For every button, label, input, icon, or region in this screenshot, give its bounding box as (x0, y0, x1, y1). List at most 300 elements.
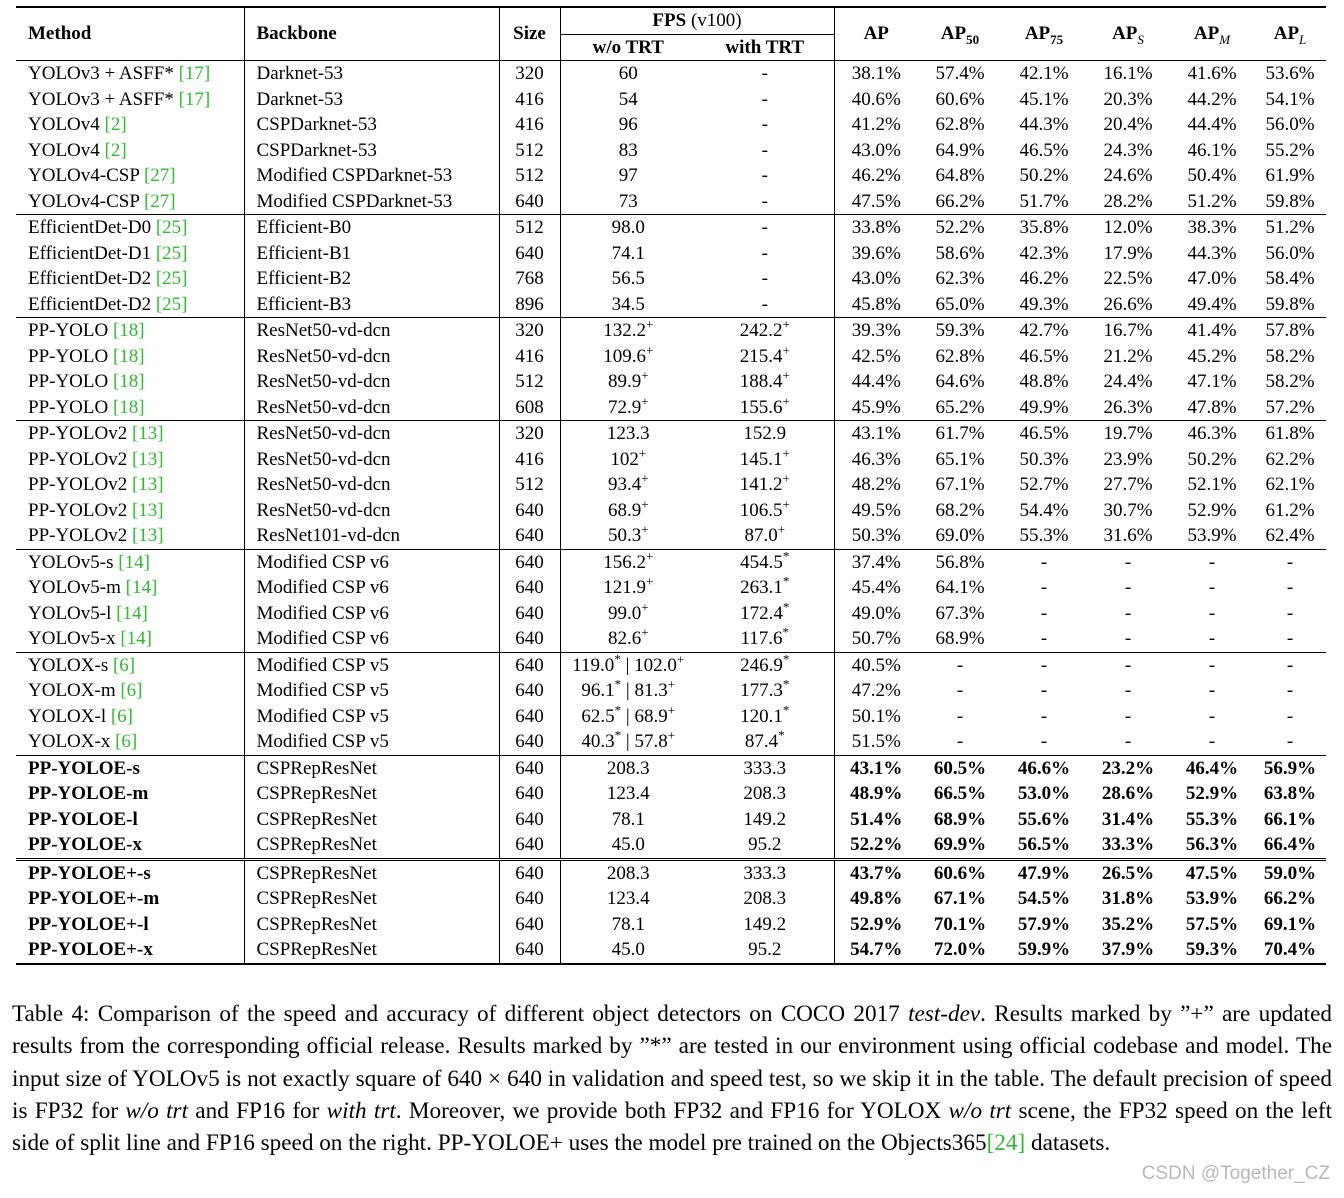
cell-method (16, 318, 244, 344)
cell-ap75 (1002, 601, 1086, 627)
cell-apl (1254, 189, 1326, 215)
cell-size (499, 832, 560, 859)
fps-mark: + (641, 496, 649, 512)
backbone-name: ResNet50-vd-dcn (256, 371, 391, 392)
ap-value: 46.5% (1019, 139, 1069, 161)
fps-value: 208.3 (606, 862, 650, 884)
cell-size (499, 318, 560, 344)
method-reference[interactable]: [2] (104, 139, 127, 161)
header-fps-note: (v100) (690, 10, 742, 31)
ap-value: 43.0% (851, 268, 901, 289)
trt-mark: + (782, 342, 790, 358)
cell-fps-with-trt (696, 652, 834, 678)
method-reference[interactable]: [17] (178, 63, 211, 84)
cell-apm (1170, 189, 1254, 215)
cell-fps-without-trt (560, 704, 696, 730)
method-reference[interactable]: [13] (131, 423, 164, 444)
size-value: 640 (515, 862, 544, 884)
header-apm-sub: M (1219, 32, 1231, 48)
cell-apm (1170, 832, 1254, 859)
cell-method (16, 447, 244, 473)
method-name: PP-YOLOE-x (28, 834, 142, 855)
ap-value: 55.2% (1265, 139, 1315, 161)
method-reference[interactable]: [27] (143, 165, 176, 186)
fps-value: 60 (618, 63, 638, 84)
cell-size (499, 292, 560, 318)
method-reference[interactable]: [2] (104, 114, 127, 135)
backbone-name: Efficient-B0 (256, 217, 352, 238)
ap-value: 59.0% (1263, 862, 1317, 884)
cell-method (16, 189, 244, 215)
method-reference[interactable]: [18] (112, 345, 145, 367)
cell-apl (1254, 523, 1326, 549)
cell-ap50 (918, 87, 1002, 113)
header-ap50-sub: 50 (966, 32, 980, 48)
method-name: PP-YOLOv2 (28, 499, 132, 521)
ap-value: 42.5% (851, 345, 901, 367)
cell-fps-with-trt (696, 395, 834, 421)
cell-size (499, 859, 560, 886)
cell-apl (1254, 912, 1326, 938)
cell-fps-without-trt (560, 832, 696, 859)
cell-method (16, 912, 244, 938)
backbone-name: CSPRepResNet (256, 862, 377, 884)
method-reference[interactable]: [25] (155, 217, 188, 238)
fps-value: 82.6 (607, 628, 642, 649)
trt-value: 242.2 (739, 320, 783, 341)
cell-ap (834, 859, 918, 886)
method-reference[interactable]: [27] (143, 190, 176, 212)
ap-value: 48.8% (1019, 371, 1069, 392)
fps-value: 98.0 (611, 217, 645, 238)
method-name: YOLOX-s (28, 654, 113, 676)
cell-ap50 (918, 937, 1002, 964)
backbone-name: Efficient-B1 (256, 242, 352, 264)
ap-value: - (1286, 680, 1294, 701)
ap-value: 47.9% (1017, 862, 1071, 884)
cell-method (16, 729, 244, 755)
trt-value: 149.2 (743, 808, 787, 830)
cell-aps (1086, 472, 1170, 498)
table-row (16, 266, 1326, 292)
ap-value: 52.9% (850, 913, 903, 935)
ap-value: 24.6% (1103, 165, 1153, 186)
cell-ap50 (918, 112, 1002, 138)
fps-value: 96.1 (581, 680, 615, 701)
method-reference[interactable]: [18] (112, 371, 145, 392)
method-name: PP-YOLOE+-m (28, 888, 160, 909)
method-reference[interactable]: [18] (112, 396, 145, 418)
fps-value: 78.1 (611, 913, 645, 935)
cell-ap50 (918, 575, 1002, 601)
cell-ap50 (918, 601, 1002, 627)
cell-method (16, 163, 244, 189)
ap-value: 12.0% (1103, 217, 1153, 238)
cell-aps (1086, 344, 1170, 370)
cell-size (499, 575, 560, 601)
method-name: YOLOX-m (28, 680, 121, 701)
fps-value: 96 (618, 114, 638, 135)
cell-aps (1086, 395, 1170, 421)
ap-value: 44.3% (1187, 242, 1237, 264)
method-reference[interactable]: [13] (131, 448, 164, 470)
ap-value: 53.6% (1265, 63, 1315, 84)
trt-value: 95.2 (748, 834, 782, 855)
cell-ap75 (1002, 626, 1086, 652)
ap-value: 43.1% (851, 423, 901, 444)
cell-aps (1086, 807, 1170, 833)
ap-value: 59.9% (1017, 939, 1071, 960)
cell-ap (834, 498, 918, 524)
ap-value: 49.8% (850, 888, 903, 909)
cell-fps-without-trt (560, 241, 696, 267)
cell-apl (1254, 781, 1326, 807)
method-name: YOLOv5-s (28, 551, 119, 573)
cell-size (499, 215, 560, 241)
cell-fps-without-trt (560, 61, 696, 87)
table-caption (12, 998, 1332, 1159)
ap-value: 33.8% (851, 217, 901, 238)
backbone-name: ResNet101-vd-dcn (256, 525, 401, 546)
cell-backbone (244, 241, 499, 267)
table-row (16, 807, 1326, 833)
ap-value: 45.9% (851, 396, 901, 418)
cell-ap (834, 421, 918, 447)
cell-method (16, 549, 244, 575)
method-reference[interactable]: [17] (178, 88, 211, 110)
ap-value: 31.4% (1101, 808, 1155, 830)
caption-em-with-trt: with trt (326, 1097, 396, 1124)
cell-ap75 (1002, 652, 1086, 678)
size-value: 640 (515, 757, 544, 779)
fps-mark: * (614, 702, 622, 718)
cell-ap50 (918, 292, 1002, 318)
cell-ap50 (918, 447, 1002, 473)
backbone-name: Modified CSP v5 (256, 680, 389, 701)
method-name: PP-YOLO (28, 396, 113, 418)
ap-value: - (1124, 654, 1132, 676)
method-reference[interactable]: [14] (120, 628, 153, 649)
backbone-name: Modified CSP v5 (256, 654, 389, 676)
cell-backbone (244, 678, 499, 704)
cell-apl (1254, 937, 1326, 964)
ap-value: 56.9% (1263, 757, 1317, 779)
fps-value: 45.0 (611, 834, 645, 855)
cell-ap75 (1002, 61, 1086, 87)
backbone-name: Modified CSPDarknet-53 (256, 165, 453, 186)
method-name: PP-YOLOE-m (28, 783, 149, 804)
ap-value: - (1124, 628, 1132, 649)
cell-method (16, 575, 244, 601)
trt-value: 188.4 (739, 371, 783, 392)
cell-ap50 (918, 549, 1002, 575)
backbone-name: Modified CSP v5 (256, 705, 389, 727)
cell-fps-with-trt (696, 937, 834, 964)
trt-value: 145.1 (739, 448, 783, 470)
trt-value: 215.4 (739, 345, 783, 367)
ap-value: 41.6% (1187, 63, 1237, 84)
cell-ap (834, 215, 918, 241)
cell-ap (834, 755, 918, 781)
trt-value: 117.6 (740, 628, 783, 649)
trt-value: 95.2 (748, 939, 782, 960)
size-value: 512 (515, 165, 544, 186)
cell-ap75 (1002, 112, 1086, 138)
size-value: 320 (515, 423, 544, 444)
ap-value: - (1208, 577, 1216, 598)
ap-value: 44.4% (851, 371, 901, 392)
results-table (16, 6, 1326, 965)
cell-fps-without-trt (560, 859, 696, 886)
trt-value: 120.1 (740, 705, 783, 727)
ap-value: 58.2% (1265, 345, 1315, 367)
cell-apm (1170, 266, 1254, 292)
ap-value: 54.4% (1019, 499, 1069, 521)
method-reference[interactable]: [6] (110, 705, 134, 727)
cell-backbone (244, 601, 499, 627)
ap-value: 44.2% (1187, 88, 1237, 110)
ap-value: 49.9% (1019, 396, 1069, 418)
cell-apm (1170, 652, 1254, 678)
size-value: 640 (515, 242, 544, 264)
header-aps: $AP_S$ (1086, 7, 1170, 61)
cell-fps-without-trt (560, 266, 696, 292)
fps-fp16-value: 68.9 (634, 705, 668, 727)
cell-ap (834, 266, 918, 292)
cell-aps (1086, 215, 1170, 241)
cell-apm (1170, 447, 1254, 473)
cell-method (16, 859, 244, 886)
fps-value: 74.1 (611, 242, 645, 264)
cell-ap75 (1002, 318, 1086, 344)
cell-backbone (244, 807, 499, 833)
method-reference[interactable]: [25] (155, 268, 188, 289)
cell-backbone (244, 138, 499, 164)
trt-value: 333.3 (743, 862, 787, 884)
cell-backbone (244, 832, 499, 859)
cell-fps-with-trt (696, 292, 834, 318)
cell-fps-without-trt (560, 575, 696, 601)
cell-ap75 (1002, 549, 1086, 575)
fps-value: 99.0 (607, 602, 642, 624)
ap-value: 62.2% (1265, 448, 1315, 470)
cell-ap75 (1002, 575, 1086, 601)
method-reference[interactable]: [6] (112, 654, 136, 676)
trt-value: 177.3 (740, 680, 783, 701)
header-fps (560, 7, 834, 34)
method-reference[interactable]: [6] (115, 731, 138, 752)
header-with-trt: with TRT (725, 36, 805, 58)
cell-ap75 (1002, 807, 1086, 833)
backbone-name: Efficient-B3 (256, 293, 352, 315)
cell-aps (1086, 912, 1170, 938)
cell-fps-with-trt (696, 215, 834, 241)
cell-ap50 (918, 523, 1002, 549)
cell-method (16, 886, 244, 912)
cell-fps-without-trt (560, 498, 696, 524)
ap-value: 44.3% (1019, 114, 1069, 135)
trt-value: 263.1 (740, 577, 783, 598)
cell-apm (1170, 678, 1254, 704)
cell-apl (1254, 163, 1326, 189)
cell-apl (1254, 241, 1326, 267)
cell-apm (1170, 704, 1254, 730)
ap-value: 40.5% (851, 654, 901, 676)
cell-ap (834, 344, 918, 370)
cell-apl (1254, 575, 1326, 601)
cell-fps-without-trt (560, 421, 696, 447)
cell-apm (1170, 61, 1254, 87)
ap-value: 27.7% (1103, 474, 1153, 495)
ap-value: 45.2% (1187, 345, 1237, 367)
ap-value: 50.3% (851, 525, 901, 546)
cell-backbone (244, 292, 499, 318)
cell-ap75 (1002, 369, 1086, 395)
table-row (16, 395, 1326, 421)
ap-value: 51.2% (1265, 217, 1315, 238)
cell-ap50 (918, 859, 1002, 886)
ap-value: 64.8% (935, 165, 985, 186)
method-reference[interactable]: [13] (131, 499, 164, 521)
ap-value: 54.7% (850, 939, 903, 960)
table-row (16, 215, 1326, 241)
ap-value: - (1208, 602, 1216, 624)
cell-ap75 (1002, 395, 1086, 421)
ap-value: 54.5% (1017, 888, 1071, 909)
cell-apm (1170, 215, 1254, 241)
size-value: 640 (515, 834, 544, 855)
fps-mark: + (641, 521, 649, 537)
cell-backbone (244, 575, 499, 601)
cell-apm (1170, 292, 1254, 318)
cell-ap (834, 189, 918, 215)
ap-value: 46.3% (1187, 423, 1237, 444)
size-value: 640 (515, 705, 544, 727)
ap-value: - (1124, 602, 1132, 624)
method-reference[interactable]: [14] (118, 551, 150, 573)
trt-mark: * (782, 599, 790, 615)
cell-size (499, 498, 560, 524)
cell-fps-with-trt (696, 678, 834, 704)
cell-method (16, 755, 244, 781)
table-row (16, 241, 1326, 267)
ap-value: 19.7% (1103, 423, 1153, 444)
ap-value: 61.9% (1265, 165, 1315, 186)
size-value: 416 (515, 114, 544, 135)
cell-ap (834, 549, 918, 575)
ap-value: 47.2% (851, 680, 901, 701)
cell-ap (834, 163, 918, 189)
ap-value: 47.0% (1187, 268, 1237, 289)
header-ap75: $AP_{75}$ (1002, 7, 1086, 61)
cell-ap50 (918, 498, 1002, 524)
method-reference[interactable]: [14] (116, 602, 148, 624)
size-value: 640 (515, 654, 544, 676)
ap-value: 52.7% (1019, 474, 1069, 495)
ap-value: 47.1% (1187, 371, 1237, 392)
method-name: PP-YOLOv2 (28, 474, 132, 495)
table-row (16, 344, 1326, 370)
ap-value: 17.9% (1103, 242, 1153, 264)
method-reference[interactable]: [6] (120, 680, 143, 701)
caption-text-1: Table 4: Comparison of the speed and accuracy of different object detectors on COCO 2017 (12, 1001, 909, 1027)
cell-ap (834, 318, 918, 344)
cell-method (16, 215, 244, 241)
method-reference[interactable]: [14] (125, 577, 158, 598)
ap-value: 59.8% (1265, 293, 1315, 315)
method-reference[interactable]: [13] (131, 525, 164, 546)
method-name: PP-YOLOv2 (28, 423, 132, 444)
cell-fps-without-trt (560, 344, 696, 370)
method-reference[interactable]: [25] (155, 242, 188, 264)
ap-value: 16.1% (1103, 63, 1153, 84)
method-reference[interactable]: [18] (112, 320, 145, 341)
method-name: YOLOX-l (28, 705, 111, 727)
size-value: 640 (515, 808, 544, 830)
cell-size (499, 549, 560, 575)
cell-apm (1170, 138, 1254, 164)
cell-size (499, 937, 560, 964)
cell-ap50 (918, 61, 1002, 87)
cell-apl (1254, 292, 1326, 318)
header-method: Method (16, 7, 244, 61)
cell-size (499, 523, 560, 549)
ap-value: 67.1% (933, 888, 987, 909)
cell-ap50 (918, 369, 1002, 395)
fps-value: 123.3 (606, 423, 650, 444)
ap-value: 60.6% (933, 862, 987, 884)
table-row (16, 755, 1326, 781)
cell-backbone (244, 472, 499, 498)
caption-citation[interactable]: [24] (986, 1130, 1026, 1157)
ap-value: 56.0% (1265, 242, 1315, 264)
cell-apm (1170, 626, 1254, 652)
ap-value: - (1286, 705, 1294, 727)
ap-value: 51.5% (851, 731, 901, 752)
cell-fps-without-trt (560, 292, 696, 318)
trt-value: 152.9 (743, 423, 787, 444)
backbone-name: CSPDarknet-53 (256, 114, 377, 135)
header-size: Size (499, 7, 560, 61)
table-row (16, 138, 1326, 164)
cell-backbone (244, 549, 499, 575)
cell-fps-without-trt (560, 601, 696, 627)
cell-apl (1254, 886, 1326, 912)
method-reference[interactable]: [25] (155, 293, 188, 315)
size-value: 640 (515, 602, 544, 624)
trt-mark: + (782, 445, 790, 461)
cell-fps-without-trt (560, 112, 696, 138)
backbone-name: Modified CSP v6 (256, 628, 389, 649)
method-reference[interactable]: [13] (131, 474, 164, 495)
ap-value: 59.8% (1265, 190, 1315, 212)
ap-value: 51.2% (1187, 190, 1237, 212)
fps-mark: * (614, 676, 622, 692)
ap-value: 41.4% (1187, 320, 1237, 341)
cell-ap50 (918, 781, 1002, 807)
cell-backbone (244, 395, 499, 421)
cell-aps (1086, 575, 1170, 601)
results-table-container (16, 6, 1326, 965)
cell-fps-without-trt (560, 807, 696, 833)
backbone-name: ResNet50-vd-dcn (256, 423, 391, 444)
method-name: PP-YOLOv2 (28, 448, 132, 470)
ap-value: 64.1% (935, 577, 985, 598)
ap-value: 57.4% (935, 63, 985, 84)
method-name: YOLOv4 (28, 114, 105, 135)
cell-apl (1254, 215, 1326, 241)
cell-aps (1086, 859, 1170, 886)
